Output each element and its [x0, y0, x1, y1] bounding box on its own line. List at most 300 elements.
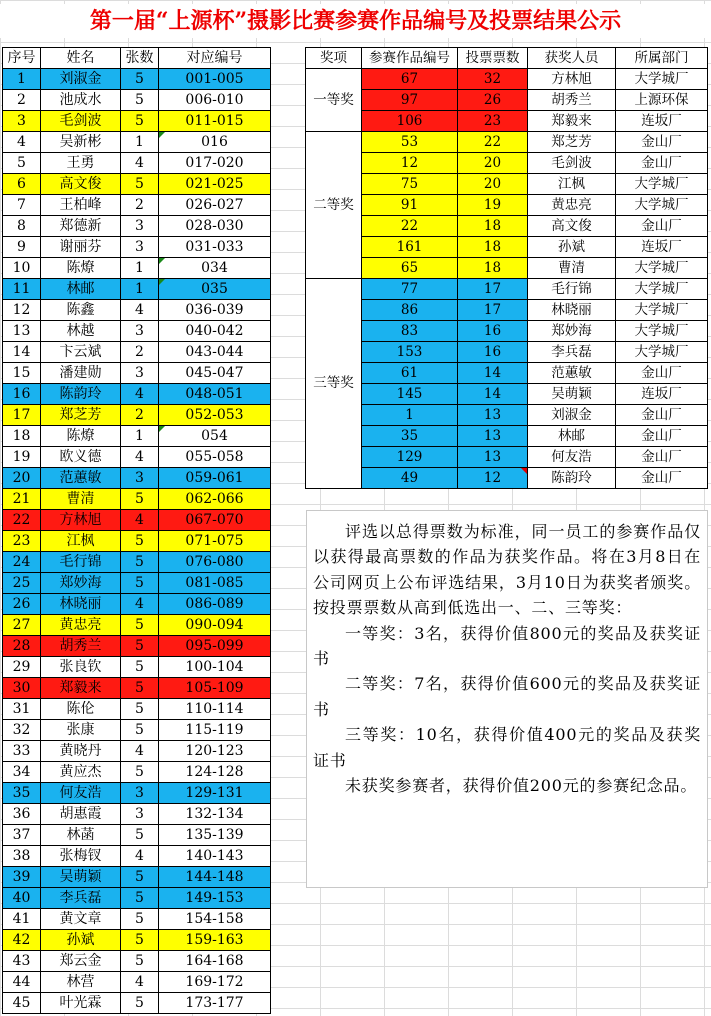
participant-no: 18: [3, 426, 41, 447]
participant-row: [3, 846, 271, 867]
participant-count: 5: [121, 951, 159, 972]
participant-no: 37: [3, 825, 41, 846]
participant-row: [3, 321, 271, 342]
participant-codes: 017-020: [159, 153, 271, 174]
participant-no: 17: [3, 405, 41, 426]
participant-no: 3: [3, 111, 41, 132]
participant-name: 江枫: [41, 531, 121, 552]
participant-name: 张良钦: [41, 657, 121, 678]
result-row: [306, 342, 708, 363]
award-level: 一等奖: [306, 69, 362, 132]
result-department: 大学城厂: [616, 321, 708, 342]
participant-name: 吴新彬: [41, 132, 121, 153]
participant-name: 毛行锦: [41, 552, 121, 573]
participant-no: 7: [3, 195, 41, 216]
participant-row: [3, 195, 271, 216]
participant-codes: 001-005: [159, 69, 271, 90]
result-entry-code: 145: [362, 384, 458, 405]
participant-no: 5: [3, 153, 41, 174]
result-entry-code: 35: [362, 426, 458, 447]
result-winner: 方林旭: [528, 69, 616, 90]
participant-no: 23: [3, 531, 41, 552]
participant-row: [3, 972, 271, 993]
participant-no: 21: [3, 489, 41, 510]
result-entry-code: 53: [362, 132, 458, 153]
participant-codes: 132-134: [159, 804, 271, 825]
participant-count: 5: [121, 552, 159, 573]
participant-codes: 034: [159, 258, 271, 279]
participant-codes: 055-058: [159, 447, 271, 468]
result-votes: 16: [458, 321, 528, 342]
result-department: 金山厂: [616, 405, 708, 426]
participant-codes: 035: [159, 279, 271, 300]
participant-name: 郑芝芳: [41, 405, 121, 426]
participant-count: 5: [121, 90, 159, 111]
participant-no: 27: [3, 615, 41, 636]
participant-name: 胡惠霞: [41, 804, 121, 825]
participant-name: 王柏峰: [41, 195, 121, 216]
results-body: [306, 69, 708, 489]
participant-count: 1: [121, 258, 159, 279]
result-row: [306, 111, 708, 132]
result-votes: 18: [458, 216, 528, 237]
participant-name: 陈燎: [41, 426, 121, 447]
result-winner: 陈韵玲: [528, 468, 616, 489]
participant-codes: 164-168: [159, 951, 271, 972]
participant-codes: 110-114: [159, 699, 271, 720]
result-department: 连坂厂: [616, 384, 708, 405]
participant-count: 5: [121, 531, 159, 552]
participant-codes: 169-172: [159, 972, 271, 993]
result-row: [306, 426, 708, 447]
participant-row: [3, 489, 271, 510]
result-entry-code: 49: [362, 468, 458, 489]
result-winner: 吴萌颖: [528, 384, 616, 405]
result-votes: 26: [458, 90, 528, 111]
participant-row: [3, 132, 271, 153]
participant-count: 1: [121, 132, 159, 153]
result-department: 连坂厂: [616, 111, 708, 132]
result-entry-code: 65: [362, 258, 458, 279]
participant-count: 3: [121, 321, 159, 342]
result-row: [306, 216, 708, 237]
participant-count: 1: [121, 426, 159, 447]
participant-no: 44: [3, 972, 41, 993]
participant-name: 黄文章: [41, 909, 121, 930]
participant-row: [3, 594, 271, 615]
participant-no: 42: [3, 930, 41, 951]
participant-codes: 028-030: [159, 216, 271, 237]
participant-count: 3: [121, 216, 159, 237]
page-title: 第一届“上源杯”摄影比赛参赛作品编号及投票结果公示: [0, 4, 711, 38]
participant-count: 4: [121, 153, 159, 174]
result-row: [306, 153, 708, 174]
result-votes: 14: [458, 384, 528, 405]
participant-name: 毛剑波: [41, 111, 121, 132]
result-row: [306, 363, 708, 384]
rules-first-prize: 一等奖：3名，获得价值800元的奖品及获奖证书: [313, 623, 701, 669]
rules-participation: 未获奖参赛者，获得价值200元的参赛纪念品。: [345, 776, 698, 796]
participant-name: 陈鑫: [41, 300, 121, 321]
participant-count: 5: [121, 489, 159, 510]
participant-row: [3, 174, 271, 195]
participant-row: [3, 720, 271, 741]
result-winner: 黄忠亮: [528, 195, 616, 216]
participant-codes: 120-123: [159, 741, 271, 762]
header-award: 奖项: [306, 48, 362, 69]
participant-no: 15: [3, 363, 41, 384]
result-votes: 17: [458, 279, 528, 300]
participant-no: 43: [3, 951, 41, 972]
participant-row: [3, 867, 271, 888]
result-winner: 郑妙海: [528, 321, 616, 342]
participant-row: [3, 804, 271, 825]
participant-count: 3: [121, 468, 159, 489]
participant-name: 林菡: [41, 825, 121, 846]
participant-no: 26: [3, 594, 41, 615]
result-votes: 12: [458, 468, 528, 489]
result-winner: 林邮: [528, 426, 616, 447]
participant-codes: 021-025: [159, 174, 271, 195]
participants-header-row: [3, 48, 271, 69]
participant-count: 5: [121, 930, 159, 951]
participant-row: [3, 69, 271, 90]
participant-no: 31: [3, 699, 41, 720]
result-votes: 18: [458, 258, 528, 279]
participant-no: 22: [3, 510, 41, 531]
participant-no: 25: [3, 573, 41, 594]
participant-name: 黄晓丹: [41, 741, 121, 762]
participant-row: [3, 237, 271, 258]
result-row: [306, 90, 708, 111]
participant-count: 4: [121, 972, 159, 993]
participant-count: 3: [121, 804, 159, 825]
participant-codes: 054: [159, 426, 271, 447]
participant-codes: 081-085: [159, 573, 271, 594]
result-row: [306, 258, 708, 279]
result-row: [306, 132, 708, 153]
result-department: 金山厂: [616, 426, 708, 447]
result-department: 大学城厂: [616, 195, 708, 216]
participant-name: 何友浩: [41, 783, 121, 804]
result-department: 金山厂: [616, 363, 708, 384]
participant-count: 5: [121, 888, 159, 909]
participant-no: 8: [3, 216, 41, 237]
participant-name: 张梅钗: [41, 846, 121, 867]
result-row: [306, 384, 708, 405]
participant-name: 林越: [41, 321, 121, 342]
participants-table: [2, 47, 271, 1014]
participant-count: 5: [121, 636, 159, 657]
participant-no: 14: [3, 342, 41, 363]
participant-row: [3, 909, 271, 930]
result-votes: 14: [458, 363, 528, 384]
participant-codes: 059-061: [159, 468, 271, 489]
result-department: 大学城厂: [616, 174, 708, 195]
participant-count: 5: [121, 111, 159, 132]
participants-body: [3, 69, 271, 1014]
participant-name: 郑毅来: [41, 678, 121, 699]
participant-no: 33: [3, 741, 41, 762]
participant-name: 李兵磊: [41, 888, 121, 909]
participant-row: [3, 447, 271, 468]
participant-codes: 052-053: [159, 405, 271, 426]
result-winner: 曹清: [528, 258, 616, 279]
participant-row: [3, 426, 271, 447]
participant-row: [3, 783, 271, 804]
participant-count: 5: [121, 720, 159, 741]
participant-row: [3, 657, 271, 678]
participant-name: 池成水: [41, 90, 121, 111]
results-header-row: [306, 48, 708, 69]
participant-row: [3, 405, 271, 426]
participant-codes: 090-094: [159, 615, 271, 636]
result-row: [306, 195, 708, 216]
participant-codes: 100-104: [159, 657, 271, 678]
result-winner: 毛行锦: [528, 279, 616, 300]
result-entry-code: 106: [362, 111, 458, 132]
result-department: 大学城厂: [616, 300, 708, 321]
participant-row: [3, 90, 271, 111]
result-department: 金山厂: [616, 132, 708, 153]
participant-no: 11: [3, 279, 41, 300]
participant-no: 13: [3, 321, 41, 342]
result-department: 上源环保: [616, 90, 708, 111]
result-row: [306, 279, 708, 300]
participant-row: [3, 300, 271, 321]
result-department: 大学城厂: [616, 342, 708, 363]
participant-codes: 124-128: [159, 762, 271, 783]
participant-codes: 067-070: [159, 510, 271, 531]
result-department: 大学城厂: [616, 69, 708, 90]
participant-no: 24: [3, 552, 41, 573]
participant-no: 30: [3, 678, 41, 699]
participant-count: 4: [121, 447, 159, 468]
participant-count: 5: [121, 762, 159, 783]
result-winner: 范蕙敏: [528, 363, 616, 384]
result-entry-code: 97: [362, 90, 458, 111]
participant-row: [3, 678, 271, 699]
participant-row: [3, 552, 271, 573]
participant-codes: 076-080: [159, 552, 271, 573]
result-winner: 何友浩: [528, 447, 616, 468]
result-department: 金山厂: [616, 216, 708, 237]
participant-no: 20: [3, 468, 41, 489]
participant-no: 16: [3, 384, 41, 405]
participant-count: 4: [121, 741, 159, 762]
award-level: 二等奖: [306, 132, 362, 279]
participant-name: 叶光霖: [41, 993, 121, 1014]
participant-name: 范蕙敏: [41, 468, 121, 489]
participant-row: [3, 888, 271, 909]
participant-name: 陈燎: [41, 258, 121, 279]
result-entry-code: 161: [362, 237, 458, 258]
participant-no: 39: [3, 867, 41, 888]
result-entry-code: 129: [362, 447, 458, 468]
participant-row: [3, 468, 271, 489]
participant-name: 刘淑金: [41, 69, 121, 90]
participant-codes: 115-119: [159, 720, 271, 741]
participant-no: 45: [3, 993, 41, 1014]
participant-no: 41: [3, 909, 41, 930]
participant-name: 黄忠亮: [41, 615, 121, 636]
result-entry-code: 91: [362, 195, 458, 216]
participant-count: 5: [121, 657, 159, 678]
result-entry-code: 77: [362, 279, 458, 300]
participant-row: [3, 258, 271, 279]
header-no: 序号: [3, 48, 41, 69]
result-winner: 郑芝芳: [528, 132, 616, 153]
award-level: 三等奖: [306, 279, 362, 489]
participant-no: 1: [3, 69, 41, 90]
rules-second-prize: 二等奖：7名，获得价值600元的奖品及获奖证书: [313, 674, 701, 719]
participant-no: 9: [3, 237, 41, 258]
participant-row: [3, 111, 271, 132]
participant-no: 12: [3, 300, 41, 321]
result-entry-code: 61: [362, 363, 458, 384]
participant-no: 19: [3, 447, 41, 468]
participant-no: 28: [3, 636, 41, 657]
participant-codes: 149-153: [159, 888, 271, 909]
header-codes: 对应编号: [159, 48, 271, 69]
participant-count: 1: [121, 279, 159, 300]
participant-no: 38: [3, 846, 41, 867]
participant-name: 林晓丽: [41, 594, 121, 615]
participant-codes: 036-039: [159, 300, 271, 321]
result-department: 金山厂: [616, 468, 708, 489]
result-votes: 22: [458, 132, 528, 153]
participant-row: [3, 384, 271, 405]
participant-codes: 016: [159, 132, 271, 153]
participant-row: [3, 699, 271, 720]
participant-name: 孙斌: [41, 930, 121, 951]
header-name: 姓名: [41, 48, 121, 69]
participant-count: 5: [121, 825, 159, 846]
result-row: [306, 69, 708, 90]
participant-no: 4: [3, 132, 41, 153]
participant-codes: 071-075: [159, 531, 271, 552]
participant-name: 谢丽芬: [41, 237, 121, 258]
participant-no: 6: [3, 174, 41, 195]
participant-codes: 040-042: [159, 321, 271, 342]
result-row: [306, 468, 708, 489]
participant-count: 5: [121, 867, 159, 888]
result-votes: 13: [458, 405, 528, 426]
participant-codes: 043-044: [159, 342, 271, 363]
result-votes: 18: [458, 237, 528, 258]
rules-third-prize: 三等奖：10名，获得价值400元的奖品及获奖证书: [313, 725, 701, 770]
result-entry-code: 1: [362, 405, 458, 426]
participant-codes: 026-027: [159, 195, 271, 216]
participant-count: 3: [121, 783, 159, 804]
participant-name: 方林旭: [41, 510, 121, 531]
participant-codes: 086-089: [159, 594, 271, 615]
participant-count: 5: [121, 573, 159, 594]
participant-count: 4: [121, 300, 159, 321]
participant-count: 5: [121, 909, 159, 930]
rules-intro: 评选以总得票数为标准，同一员工的参赛作品仅以获得最高票数的作品为获奖作品。将在3月8日在公司网页上公布评选结果，3月10日为获奖者颁奖。按投票票数从高到低选出一、二、三等奖：: [313, 522, 701, 618]
participant-name: 黄应杰: [41, 762, 121, 783]
result-winner: 孙斌: [528, 237, 616, 258]
participant-codes: 159-163: [159, 930, 271, 951]
result-row: [306, 321, 708, 342]
participant-count: 5: [121, 678, 159, 699]
result-winner: 林晓丽: [528, 300, 616, 321]
header-votes: 投票票数: [458, 48, 528, 69]
participant-row: [3, 741, 271, 762]
participant-row: [3, 153, 271, 174]
participant-row: [3, 573, 271, 594]
participant-no: 35: [3, 783, 41, 804]
participant-row: [3, 216, 271, 237]
result-winner: 李兵磊: [528, 342, 616, 363]
result-entry-code: 86: [362, 300, 458, 321]
participant-no: 36: [3, 804, 41, 825]
result-votes: 23: [458, 111, 528, 132]
participant-name: 胡秀兰: [41, 636, 121, 657]
result-row: [306, 174, 708, 195]
result-votes: 32: [458, 69, 528, 90]
participant-name: 郑云金: [41, 951, 121, 972]
participant-row: [3, 531, 271, 552]
result-entry-code: 83: [362, 321, 458, 342]
result-entry-code: 12: [362, 153, 458, 174]
participant-name: 张康: [41, 720, 121, 741]
participant-row: [3, 510, 271, 531]
result-winner: 胡秀兰: [528, 90, 616, 111]
participant-codes: 105-109: [159, 678, 271, 699]
participant-name: 郑妙海: [41, 573, 121, 594]
result-votes: 13: [458, 426, 528, 447]
participant-count: 5: [121, 615, 159, 636]
result-department: 大学城厂: [616, 258, 708, 279]
participant-row: [3, 342, 271, 363]
participant-no: 2: [3, 90, 41, 111]
participant-count: 4: [121, 510, 159, 531]
participant-codes: 045-047: [159, 363, 271, 384]
participant-row: [3, 993, 271, 1014]
result-winner: 刘淑金: [528, 405, 616, 426]
participant-name: 王勇: [41, 153, 121, 174]
participant-codes: 006-010: [159, 90, 271, 111]
participant-codes: 154-158: [159, 909, 271, 930]
participant-count: 2: [121, 405, 159, 426]
participant-count: 5: [121, 69, 159, 90]
participant-count: 3: [121, 237, 159, 258]
participant-name: 林邮: [41, 279, 121, 300]
participant-codes: 173-177: [159, 993, 271, 1014]
participant-count: 5: [121, 174, 159, 195]
result-winner: 江枫: [528, 174, 616, 195]
participant-no: 10: [3, 258, 41, 279]
participant-codes: 129-131: [159, 783, 271, 804]
participant-row: [3, 930, 271, 951]
participant-row: [3, 636, 271, 657]
result-department: 金山厂: [616, 447, 708, 468]
result-entry-code: 75: [362, 174, 458, 195]
participant-no: 34: [3, 762, 41, 783]
participant-count: 5: [121, 699, 159, 720]
result-votes: 20: [458, 174, 528, 195]
participant-count: 2: [121, 342, 159, 363]
result-department: 连坂厂: [616, 237, 708, 258]
result-votes: 19: [458, 195, 528, 216]
participant-name: 陈韵玲: [41, 384, 121, 405]
participant-count: 5: [121, 993, 159, 1014]
result-entry-code: 153: [362, 342, 458, 363]
header-department: 所属部门: [616, 48, 708, 69]
participant-count: 2: [121, 195, 159, 216]
